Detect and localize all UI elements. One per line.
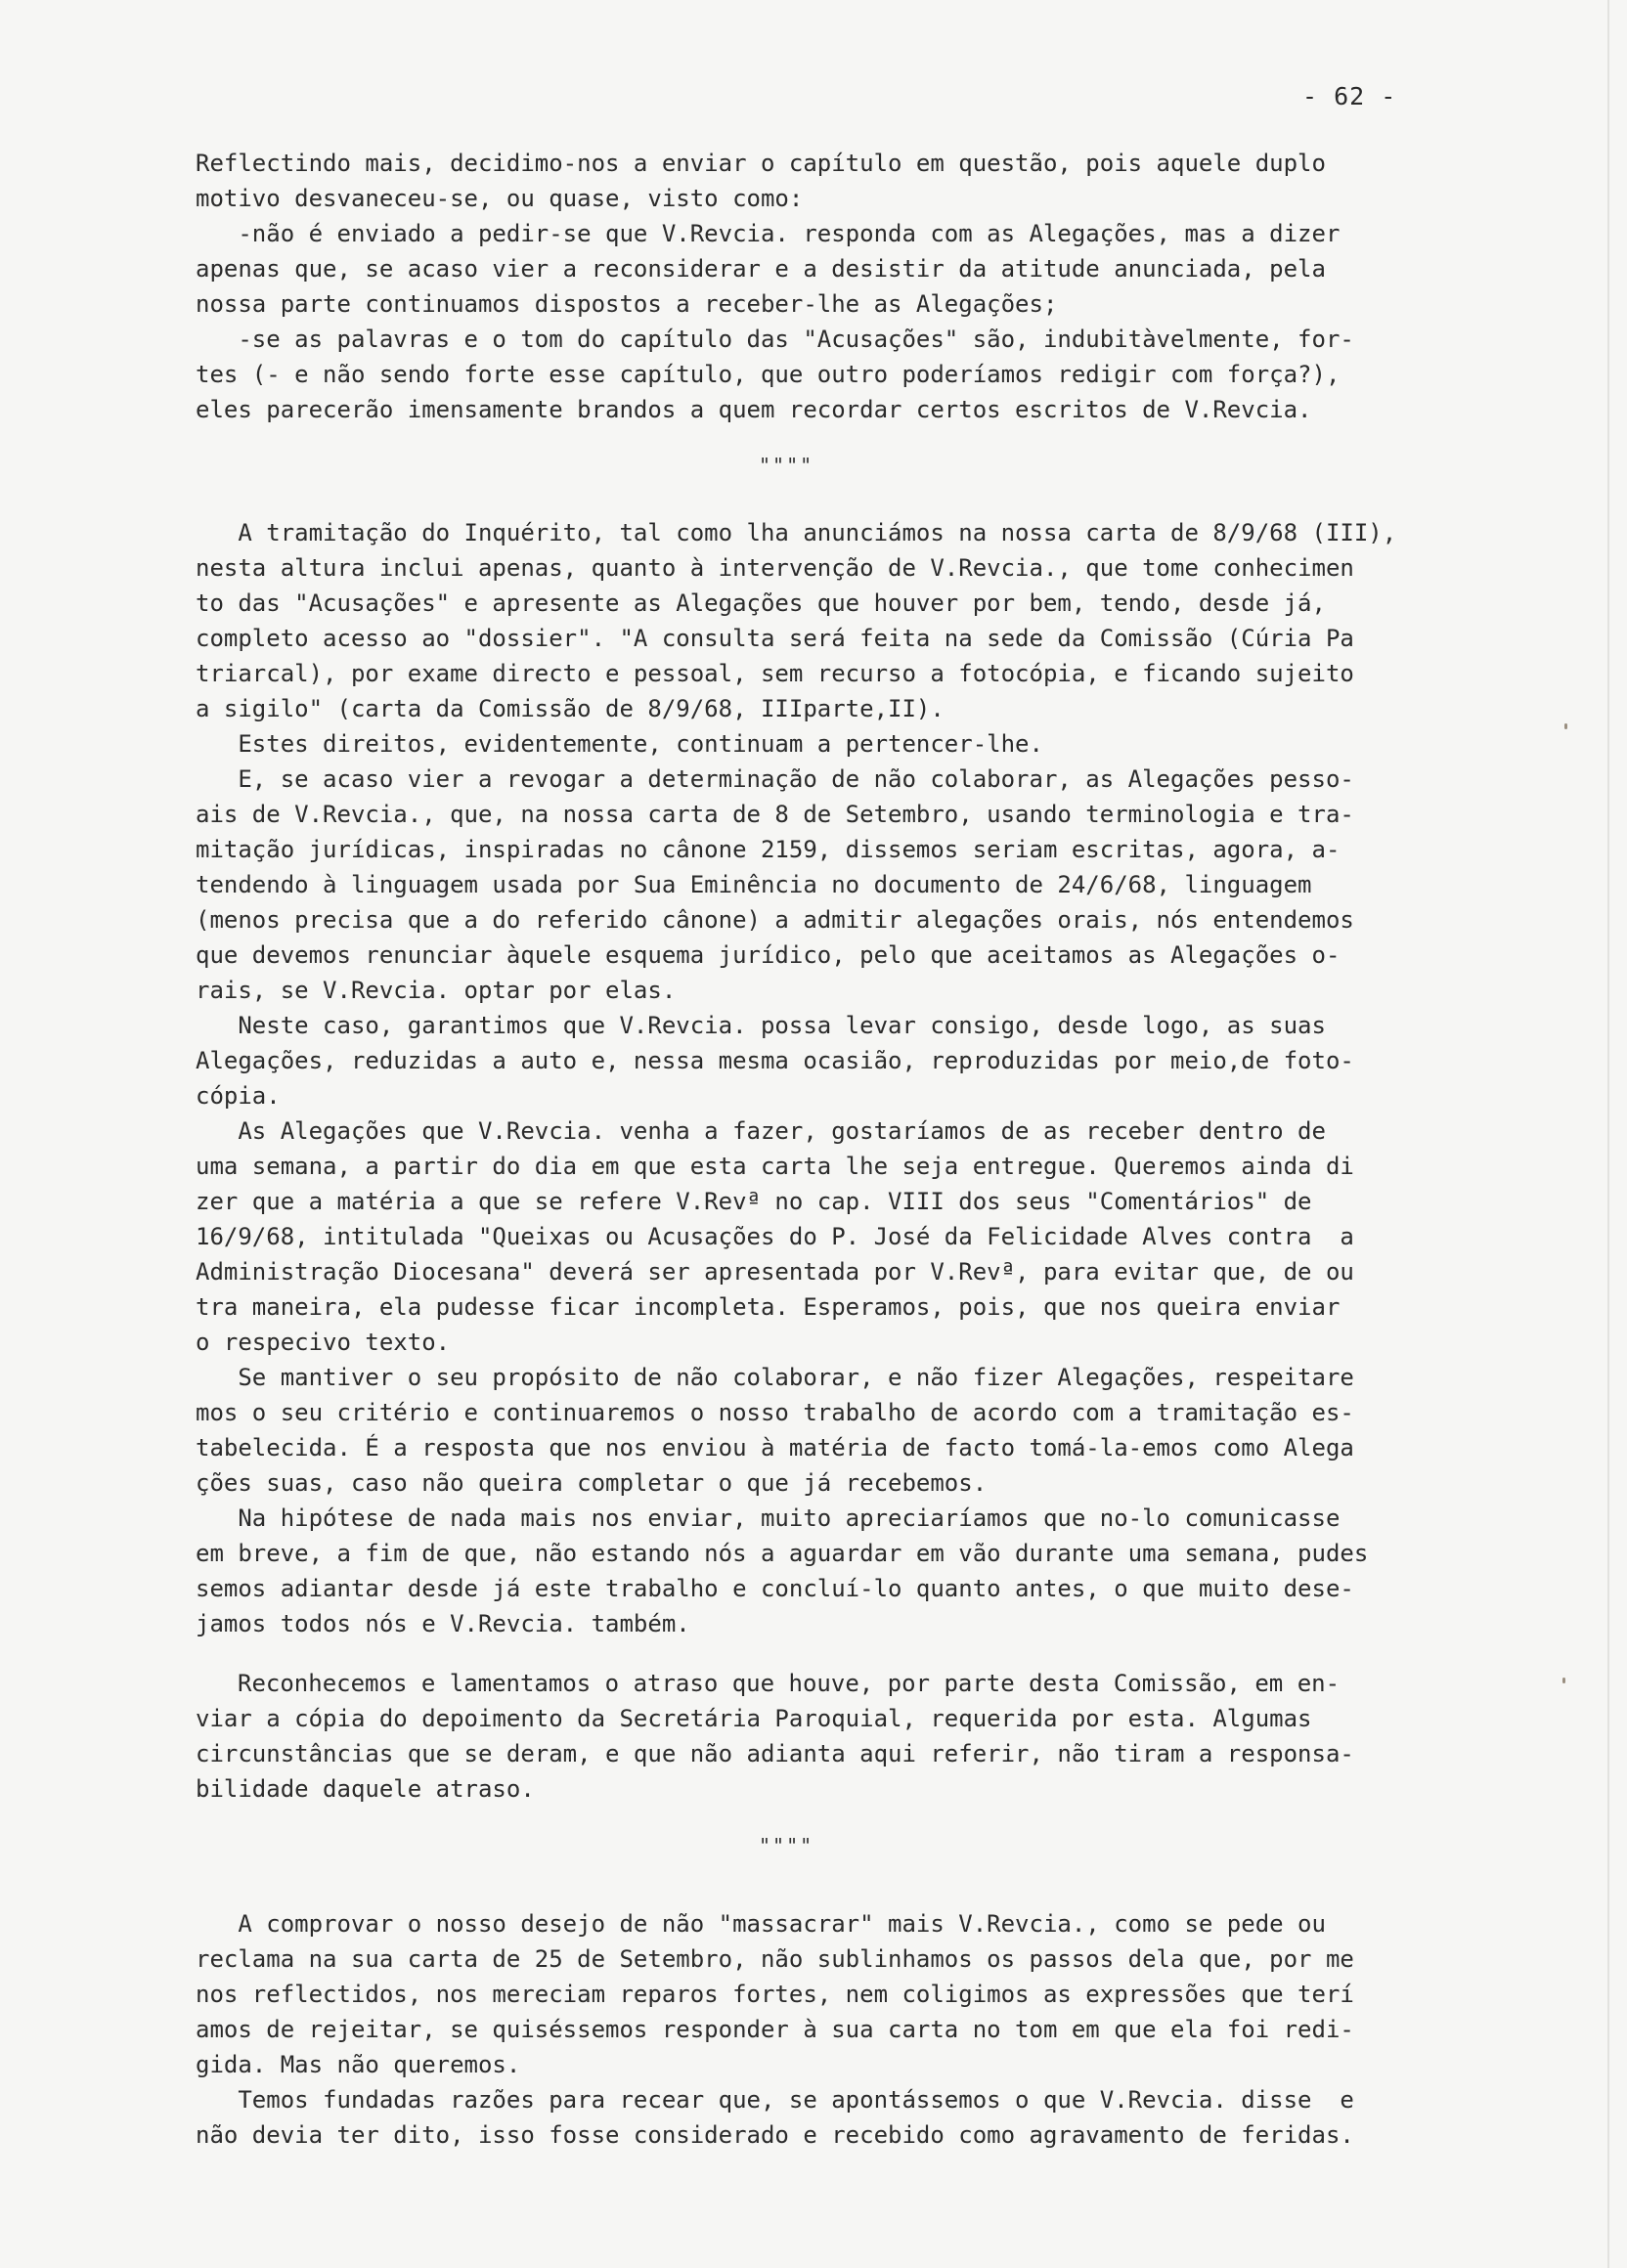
text-line: que devemos renunciar àquele esquema jurídico, pelo que aceitamos as Alegações o- [196,941,1341,969]
text-line: A tramitação do Inquérito, tal como lha anunciámos na nossa carta de 8/9/68 (III), [196,519,1397,546]
text-line: Administração Diocesana" deverá ser apresentada por V.Revª, para evitar que, de ou [196,1258,1354,1286]
paper-speck [1564,723,1567,729]
section-separator: """" [759,1834,814,1857]
text-line: ções suas, caso não queira completar o que já recebemos. [196,1469,988,1497]
section-separator: """" [759,454,814,477]
text-line: Temos fundadas razões para recear que, se apontássemos o que V.Revcia. disse e [196,2086,1354,2114]
text-line: o respecivo texto. [196,1329,451,1356]
text-line: Alegações, reduzidas a auto e, nessa mesma ocasião, reproduzidas por meio,de foto- [196,1047,1354,1074]
text-line: tabelecida. É a resposta que nos enviou à matéria de facto tomá-la-emos como Alega [196,1434,1354,1461]
text-line: zer que a matéria a que se refere V.Revª no cap. VIII dos seus "Comentários" de [196,1188,1312,1215]
text-line: motivo desvaneceu-se, ou quase, visto como: [196,185,804,212]
text-line: nos reflectidos, nos mereciam reparos fortes, nem coligimos as expressões que terí [196,1981,1354,2008]
text-line: ais de V.Revcia., que, na nossa carta de 8 de Setembro, usando terminologia e tra- [196,801,1354,828]
paper-speck [1562,1678,1565,1683]
text-line: nesta altura inclui apenas, quanto à intervenção de V.Revcia., que tome conhecimen [196,554,1354,582]
text-line: não devia ter dito, isso fosse considerado e recebido como agravamento de feridas. [196,2121,1354,2149]
text-line: rais, se V.Revcia. optar por elas. [196,977,677,1004]
text-line: Na hipótese de nada mais nos enviar, muito apreciaríamos que no-lo comunicasse [196,1505,1341,1532]
text-line: tra maneira, ela pudesse ficar incompleta. Esperamos, pois, que nos queira enviar [196,1293,1341,1321]
text-line: Neste caso, garantimos que V.Revcia. possa levar consigo, desde logo, as suas [196,1012,1326,1039]
text-line: nossa parte continuamos dispostos a receber-lhe as Alegações; [196,290,1058,318]
text-line: amos de rejeitar, se quiséssemos responder à sua carta no tom em que ela foi redi- [196,2016,1354,2043]
text-line: circunstâncias que se deram, e que não adianta aqui referir, não tiram a responsa- [196,1740,1354,1767]
text-line: tes (- e não sendo forte esse capítulo, que outro poderíamos redigir com força?), [196,361,1341,388]
text-line: Estes direitos, evidentemente, continuam a pertencer-lhe. [196,730,1043,758]
text-line: viar a cópia do depoimento da Secretária Paroquial, requerida por esta. Algumas [196,1705,1312,1732]
text-line: triarcal), por exame directo e pessoal, sem recurso a fotocópia, e ficando sujeito [196,660,1354,687]
text-line: -se as palavras e o tom do capítulo das "Acusações" são, indubitàvelmente, for- [196,326,1354,353]
text-line: completo acesso ao "dossier". "A consulta será feita na sede da Comissão (Cúria Pa [196,625,1354,652]
text-line: jamos todos nós e V.Revcia. também. [196,1610,690,1637]
text-line: 16/9/68, intitulada "Queixas ou Acusações do P. José da Felicidade Alves contra a [196,1223,1354,1250]
text-line: bilidade daquele atraso. [196,1775,535,1803]
text-line: reclama na sua carta de 25 de Setembro, não sublinhamos os passos dela que, por me [196,1945,1354,1973]
text-line: Reflectindo mais, decidimo-nos a enviar o capítulo em questão, pois aquele duplo [196,150,1326,177]
text-line: Se mantiver o seu propósito de não colaborar, e não fizer Alegações, respeitare [196,1364,1354,1391]
text-line: em breve, a fim de que, não estando nós a aguardar em vão durante uma semana, pudes [196,1540,1369,1567]
text-line: Reconhecemos e lamentamos o atraso que houve, por parte desta Comissão, em en- [238,1670,1341,1697]
text-line: As Alegações que V.Revcia. venha a fazer, gostaríamos de as receber dentro de [196,1117,1326,1145]
text-line: to das "Acusações" e apresente as Alegações que houver por bem, tendo, desde já, [196,589,1326,617]
text-line: gida. Mas não queremos. [196,2051,521,2078]
text-line: a sigilo" (carta da Comissão de 8/9/68, IIIparte,II). [196,695,945,722]
text-line: uma semana, a partir do dia em que esta carta lhe seja entregue. Queremos ainda di [196,1153,1354,1180]
text-line: tendendo à linguagem usada por Sua Eminência no documento de 24/6/68, linguagem [196,871,1312,898]
text-line: mitação jurídicas, inspiradas no cânone 2159, dissemos seriam escritas, agora, a- [196,836,1341,863]
text-line: A comprovar o nosso desejo de não "massacrar" mais V.Revcia., como se pede ou [196,1910,1326,1938]
text-line: eles parecerão imensamente brandos a quem recordar certos escritos de V.Revcia. [196,396,1312,423]
page-number: - 62 - [1302,82,1397,110]
text-line: cópia. [196,1082,281,1110]
page-edge [1607,0,1609,2268]
text-line: apenas que, se acaso vier a reconsiderar e a desistir da atitude anunciada, pela [196,255,1326,283]
text-line: E, se acaso vier a revogar a determinação de não colaborar, as Alegações pesso- [196,765,1354,793]
text-line: semos adiantar desde já este trabalho e concluí-lo quanto antes, o que muito dese- [196,1575,1354,1602]
text-line: mos o seu critério e continuaremos o nosso trabalho de acordo com a tramitação es- [196,1399,1354,1426]
text-line: -não é enviado a pedir-se que V.Revcia. responda com as Alegações, mas a dizer [196,220,1341,247]
text-line: (menos precisa que a do referido cânone) a admitir alegações orais, nós entendemos [196,906,1354,934]
